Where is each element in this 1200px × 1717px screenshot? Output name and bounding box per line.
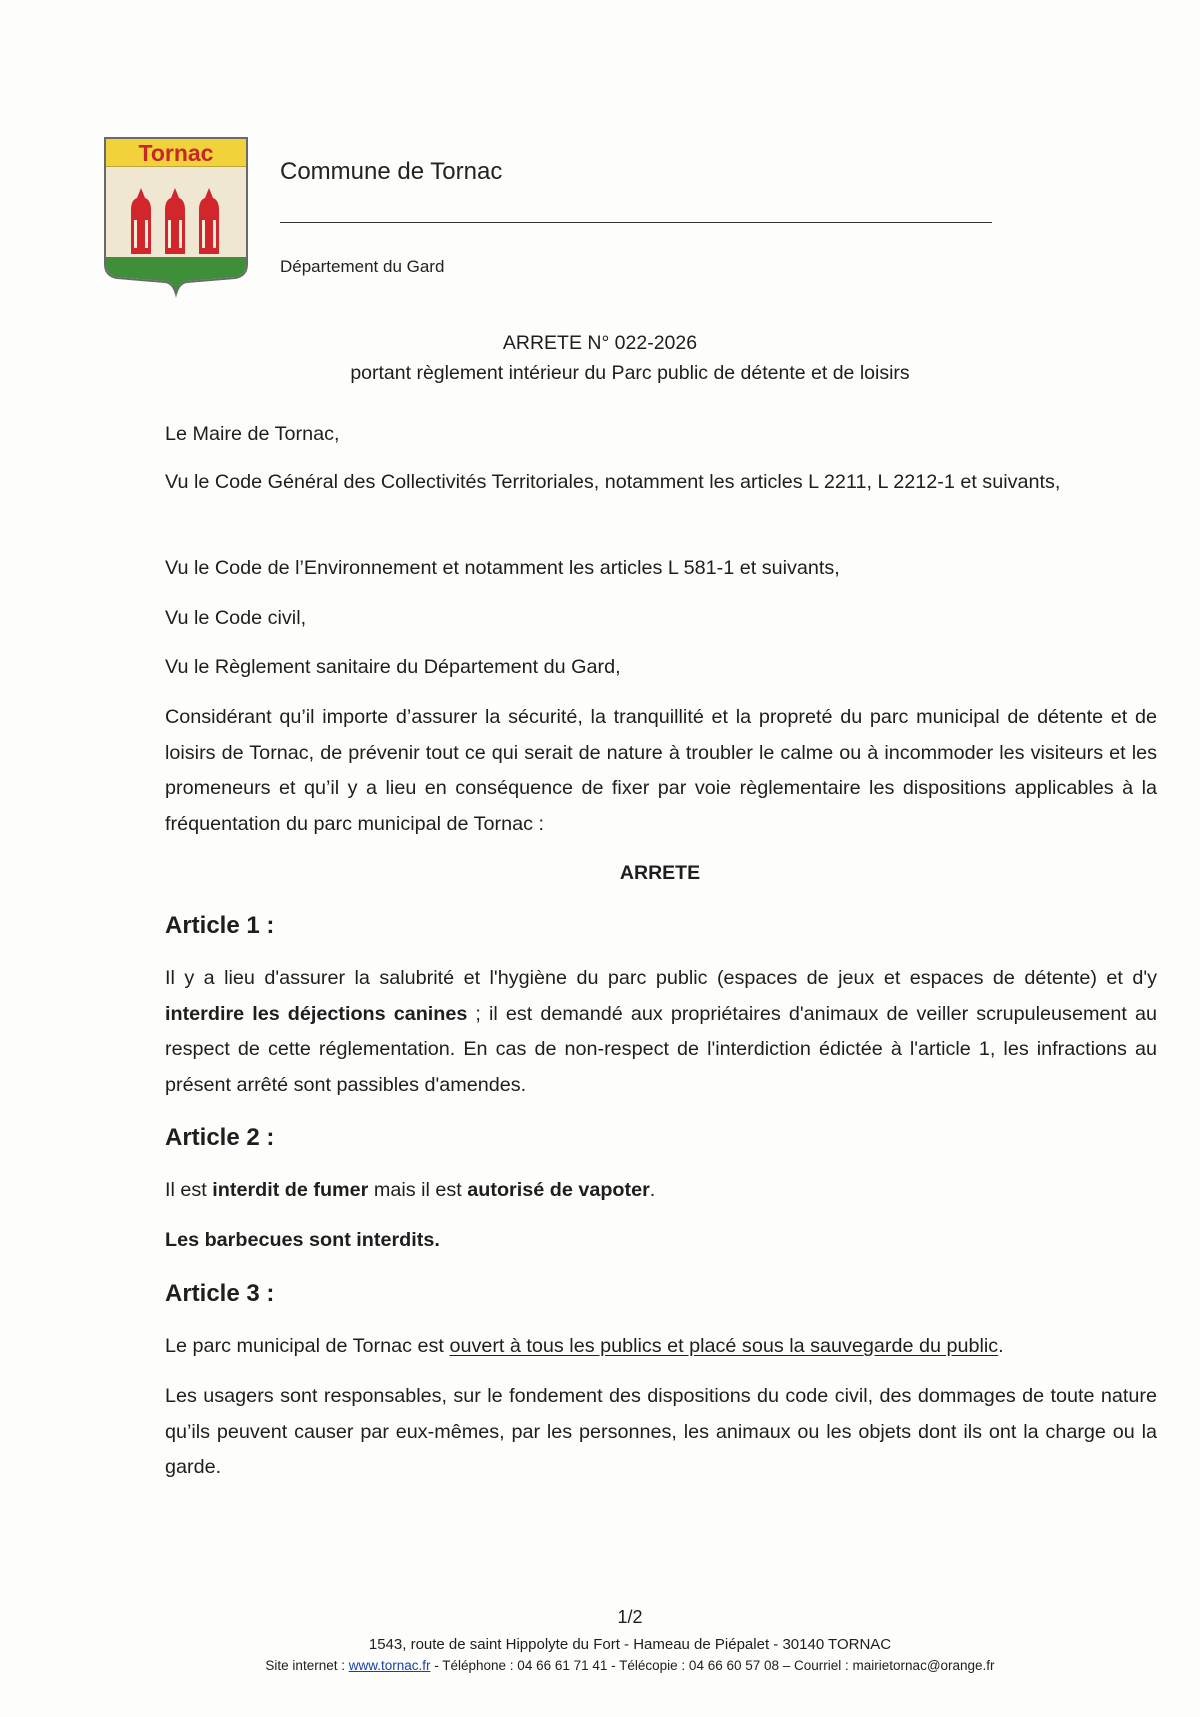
preamble-maire: Le Maire de Tornac, <box>165 423 340 445</box>
footer-contact: Site internet : www.tornac.fr - Téléphone : 04 66 61 71 41 - Télécopie : 04 66 60 57 08 – Courriel : mairietornac@orange.fr <box>265 1658 995 1673</box>
preamble-vu-code-civil: Vu le Code civil, <box>165 607 307 629</box>
article-1-heading: Article 1 : <box>165 912 275 939</box>
departement-label: Département du Gard <box>280 257 445 276</box>
article-2-heading: Article 2 : <box>165 1124 275 1151</box>
website-link[interactable]: www.tornac.fr <box>348 1658 431 1673</box>
preamble-vu-environnement: Vu le Code de l’Environnement et notamment les articles L 581-1 et suivants, <box>165 557 840 579</box>
arrete-subject: portant règlement intérieur du Parc public de détente et de loisirs <box>350 362 910 384</box>
article-3-text: Le parc municipal de Tornac est ouvert à tous les publics et placé sous la sauvegarde du public. <box>165 1335 1004 1357</box>
arrete-number: ARRETE N° 022-2026 <box>502 332 698 354</box>
preamble-vu-reglement-sanitaire: Vu le Règlement sanitaire du Département du Gard, <box>165 656 621 678</box>
commune-name: Commune de Tornac <box>280 158 503 185</box>
preamble-considerant: Considérant qu’il importe d’assurer la sécurité, la tranquillité et la propreté du parc municipal de détente et de loisirs de Tornac, de prévenir tout ce qui serait de nature à troubler le calme ou à incommoder les visiteurs et les promeneurs et qu’il y a lieu en conséquence de fixer par voie règlementaire les dispositions applicables à la fréquentation du parc municipal de Tornac : <box>165 706 1157 835</box>
article-2-barbecues: Les barbecues sont interdits. <box>165 1229 440 1251</box>
header-divider <box>280 222 992 223</box>
article-2-text: Il est interdit de fumer mais il est autorisé de vapoter. <box>165 1179 656 1201</box>
preamble-vu-cgct: Vu le Code Général des Collectivités Territoriales, notamment les articles L 2211, L 2212-1 et suivants, <box>165 471 1061 493</box>
tornac-crest-logo <box>103 136 249 298</box>
page-number: 1/2 <box>617 1607 643 1627</box>
article-1-text: Il y a lieu d'assurer la salubrité et l'hygiène du parc public (espaces de jeux et espaces de détente) et d'y interdire les déjections canines ; il est demandé aux propriétaires d'animaux de veiller scrupuleusement au respect de cette réglementation. En cas de non-respect de l'interdiction édictée à l'article 1, les infractions au présent arrêté sont passibles d'amendes. <box>165 967 1157 1096</box>
crest-text: Tornac <box>138 140 214 166</box>
article-1-emphasis: interdire les déjections canines <box>165 1002 468 1025</box>
footer-address: 1543, route de saint Hippolyte du Fort - Hameau de Piépalet - 30140 TORNAC <box>368 1636 892 1653</box>
article-3-usagers: Les usagers sont responsables, sur le fondement des dispositions du code civil, des dommages de toute nature qu’ils peuvent causer par eux-mêmes, par les personnes, les animaux ou les objets dont ils ont la charge ou la garde. <box>165 1385 1157 1478</box>
article-3-underlined: ouvert à tous les publics et placé sous la sauvegarde du public <box>449 1335 999 1357</box>
article-3-heading: Article 3 : <box>165 1280 275 1307</box>
arrete-heading: ARRETE <box>619 862 701 884</box>
